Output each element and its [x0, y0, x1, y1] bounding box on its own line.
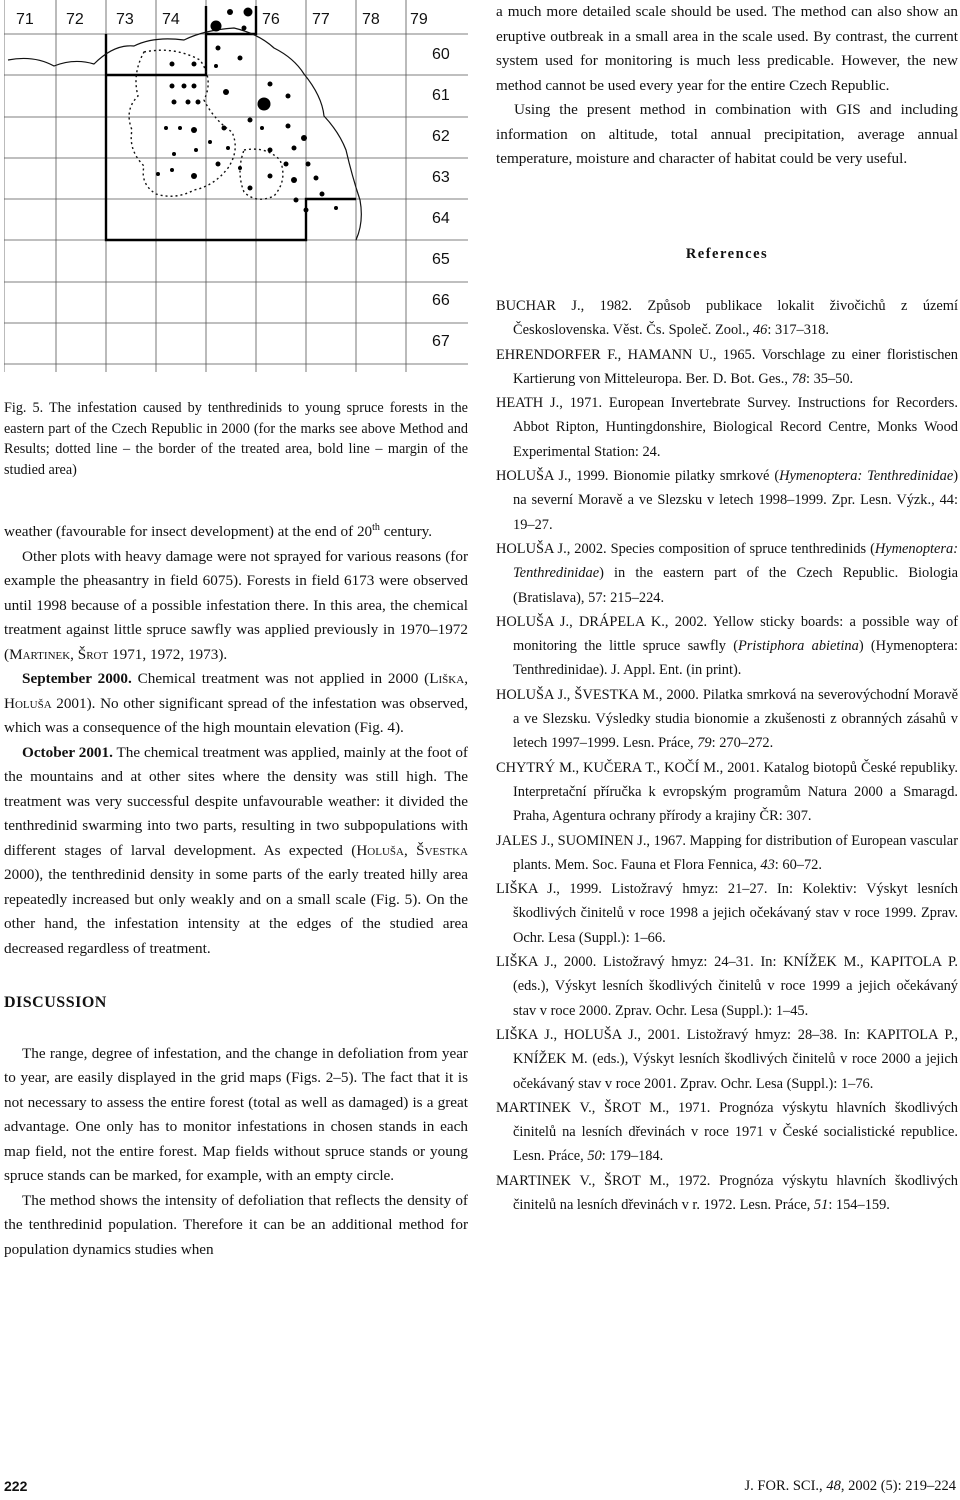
reference-entry: [496, 950, 958, 1023]
paragraph: The method shows the intensity of defoliation that reflects the density of the tenthredinid population. Therefore it can be an additional method for population dynamics studies when: [4, 1191, 468, 1258]
reference-entry: [496, 610, 958, 683]
reference-italic: Pristiphora abietina: [738, 638, 859, 655]
author-citation: Martinek, Šrot: [9, 645, 109, 663]
row-label: 65: [432, 251, 450, 268]
reference-text: : 35–50.: [805, 370, 854, 387]
map-grid: [4, 0, 468, 372]
text: The chemical treatment was applied, mainly at the foot of the mountains and at other sites where the density was still high. The treatment was very successful despite unfavourable weather: it divided the tenthredinid swarming into two parts, resulting in two subpopulations with different stages of larval development. As expected (: [4, 743, 468, 859]
reference-entry: [496, 537, 958, 610]
right-column-body: [496, 0, 958, 172]
reference-text: LIŠKA J., HOLUŠA J., 2001. Listožravý hmyz: 28–38. In: KAPITOLA P., KNÍŽEK M. (eds.), Výskyt lesních škodlivých činitelů v roce 2000 a jejich očekávaný stav v roce 2001. Zprav. Ochr. Lesa (Suppl.): 1–76.: [496, 1026, 958, 1092]
text: ,: [464, 670, 468, 688]
reference-text: MARTINEK V., ŠROT M., 1971. Prognóza výskytu hlavních škodlivých činitelů na lesních dřevinách v roce 1971 v České socialistické republice. Lesn. Práce,: [496, 1099, 958, 1165]
reference-text: LIŠKA J., 2000. Listožravý hmyz: 24–31. In: KNÍŽEK M., KAPITOLA P. (eds.), Výskyt lesních škodlivých činitelů v roce 1999 a jejich očekávaný stav v roce 2000. Zprav. Ochr. Lesa (Suppl.): 1–45.: [496, 954, 958, 1019]
reference-text: HOLUŠA J., 2002. Species composition of spruce tenthredinids (: [496, 540, 875, 557]
author-citation: Holuša, Švestka: [356, 841, 468, 859]
reference-entry: [496, 683, 958, 756]
row-label: 66: [432, 292, 450, 309]
col-label: 71: [16, 11, 34, 28]
reference-text: ) (Hymenoptera: Tenthredinidae). J. Appl. Ent. (in print).: [513, 638, 959, 679]
reference-entry: [496, 756, 958, 829]
text: , 2002 (5): 219–224: [840, 1478, 956, 1494]
col-label: 77: [312, 11, 330, 28]
volume: 48: [826, 1478, 841, 1494]
text: Chemical treatment was not applied in 2000 (: [131, 670, 430, 688]
reference-entry: [496, 294, 958, 343]
reference-text: JALES J., SUOMINEN J., 1967. Mapping for distribution of European vascular plants. Mem. Soc. Fauna et Flora Fennica,: [496, 832, 958, 873]
reference-entry: [496, 464, 958, 537]
row-label: 67: [432, 333, 450, 350]
reference-entry: [496, 1169, 958, 1218]
reference-text: HOLUŠA J., 1999. Bionomie pilatky smrkové (: [496, 468, 780, 485]
reference-text: CHYTRÝ M., KUČERA T., KOČÍ M., 2001. Katalog biotopů České republiky. Interpretační příručka k evropským programům Natura 2000 a Smaragd. Praha, Agentura ochrany přírody a krajiny ČR: 307.: [496, 759, 958, 825]
reference-italic: 51: [813, 1196, 829, 1213]
reference-entry: [496, 391, 958, 464]
reference-italic: Hymenoptera: Tenthredinidae: [513, 540, 958, 582]
reference-text: HEATH J., 1971. European Invertebrate Survey. Instructions for Recorders. Abbot Ripton, Huntingdonshire, Biological Record Centre, Monks Wood Experimental Station: 24.: [496, 395, 958, 460]
col-label: 74: [162, 11, 180, 28]
reference-text: : 60–72.: [774, 856, 822, 873]
studied-area-margin: [106, 6, 356, 240]
reference-text: : 317–318.: [767, 322, 829, 339]
col-label: 76: [262, 11, 280, 28]
figure-caption-label: Fig. 5.: [4, 400, 44, 416]
figure-caption: [4, 398, 468, 480]
section-heading-discussion: DISCUSSION: [4, 994, 107, 1012]
superscript: th: [372, 522, 380, 533]
text: 1971, 1972, 1973).: [108, 645, 228, 663]
text: century.: [379, 523, 433, 541]
reference-entry: [496, 1096, 958, 1169]
paragraph: Using the present method in combination with GIS and including information on altitude, total annual precipitation, average annual temperature, moisture and character of habitat could be very useful.: [496, 101, 958, 167]
author-citation: Holuša: [4, 694, 52, 712]
author-citation: Liška: [429, 670, 465, 688]
figure-caption-text: The infestation caused by tenthredinids to young spruce forests in the eastern part of the Czech Republic in 2000 (for the marks see above Method and Results; dotted line – the border of the treated area, bold line – margin of the studied area): [4, 400, 468, 478]
reference-entry: [496, 877, 958, 950]
reference-text: : 270–272.: [711, 735, 774, 752]
text: J. FOR. SCI.,: [744, 1478, 827, 1494]
paragraph: The range, degree of infestation, and the change in defoliation from year to year, are easily displayed in the grid maps (Figs. 2–5). The fact that it is not necessary to assess the entire forest (total as well as damaged) is a great advantage. One only has to monitor infestations in chosen stands in each map field, not the entire forest. Map fields without spruce stands or young spruce stands can be marked, for example, with an empty circle.: [4, 1044, 468, 1185]
text: Other plots with heavy damage were not sprayed for various reasons (for example the pheasantry in field 6075). Forests in field 6173 were observed until 1998 because of a possible infestation there. In this area, the chemical treatment against little spruce sawfly was applied previously in 1970–1972 (: [4, 547, 468, 663]
references-heading: References: [685, 246, 769, 262]
reference-italic: 50: [587, 1148, 602, 1165]
row-label: 63: [432, 169, 450, 186]
row-label: 61: [432, 87, 450, 104]
row-labels: [432, 46, 450, 350]
text: weather (favourable for insect development) at the end of 20: [4, 523, 373, 541]
paragraph-heading: September 2000.: [22, 670, 132, 688]
reference-italic: Hymenoptera: Tenthredinidae: [779, 468, 954, 485]
paragraph: [4, 741, 468, 962]
page-number: 222: [4, 1478, 28, 1494]
journal-citation: [745, 1478, 956, 1495]
reference-entry: [496, 1023, 958, 1096]
reference-text: BUCHAR J., 1982. Způsob publikace lokalit živočichů z území Československa. Věst. Čs. Společ. Zool.,: [496, 298, 958, 339]
paragraph: [4, 545, 468, 668]
reference-italic: 79: [697, 735, 712, 752]
row-label: 62: [432, 128, 450, 145]
reference-text: : 179–184.: [601, 1148, 664, 1165]
reference-text: ) in the eastern part of the Czech Republic. Biologia (Bratislava), 57: 215–224.: [513, 565, 958, 606]
paragraph: a much more detailed scale should be used. The method can also show an eruptive outbreak in a small area in the scale used. By contrast, the current system used for monitoring is much less predicable. However, the new method cannot be used every year for the entire Czech Republic.: [496, 3, 958, 94]
grid-map-figure: [4, 0, 468, 372]
text: 2001). No other significant spread of the infestation was observed, which was a consequence of the high mountain elevation (Fig. 4).: [4, 694, 468, 737]
reference-text: HOLUŠA J., DRÁPELA K., 2002. Yellow sticky boards: a possible way of monitoring the little spruce sawfly (: [496, 613, 958, 655]
col-label: 72: [66, 11, 84, 28]
row-label: 64: [432, 210, 450, 227]
col-label: 78: [362, 11, 380, 28]
reference-entry: [496, 343, 958, 392]
col-label: 73: [116, 11, 134, 28]
region-border: [8, 28, 361, 240]
reference-italic: 43: [760, 856, 775, 873]
reference-text: LIŠKA J., 1999. Listožravý hmyz: 21–27. In: Kolektiv: Výskyt lesních škodlivých činitelů v roce 1998 a jejich očekávaný stav v roce 1999. Zprav. Ochr. Lesa (Suppl.): 1–66.: [496, 881, 958, 946]
paragraph: [4, 667, 468, 741]
reference-text: ) na severní Moravě a ve Slezsku v letech 1998–1999. Zpr. Lesn. Výzk., 44: 19–27.: [513, 468, 958, 533]
reference-italic: 78: [791, 370, 806, 387]
reference-text: HOLUŠA J., ŠVESTKA M., 2000. Pilatka smrková na severovýchodní Moravě a ve Slezsku. Výsledky studia bionomie a zkušenosti z obranných zásahů v letech 1997–1999. Lesn. Práce,: [496, 686, 958, 752]
reference-italic: 46: [752, 322, 768, 339]
left-column-body: [4, 516, 468, 1262]
col-label: 79: [410, 11, 428, 28]
row-label: 60: [432, 46, 450, 63]
reference-text: : 154–159.: [828, 1196, 890, 1213]
references-list: [496, 294, 958, 1217]
reference-text: MARTINEK V., ŠROT M., 1972. Prognóza výskytu hlavních škodlivých činitelů na lesních dřevinách v r. 1972. Lesn. Práce,: [496, 1172, 958, 1213]
paragraph-heading: October 2001.: [22, 743, 113, 761]
reference-entry: [496, 829, 958, 878]
infestation-marks: [156, 8, 338, 213]
paragraph: [4, 516, 468, 545]
column-labels: [16, 11, 428, 28]
text: 2000), the tenthredinid density in some parts of the early treated hilly area repeatedly increased but only weakly and on a small scale (Fig. 5). On the other hand, the infestation intensity at the edges of the studied area decreased regardless of treatment.: [4, 866, 468, 957]
reference-text: EHRENDORFER F., HAMANN U., 1965. Vorschlage zu einer floristischen Kartierung von Mitteleuropa. Ber. D. Bot. Ges.,: [496, 346, 958, 387]
